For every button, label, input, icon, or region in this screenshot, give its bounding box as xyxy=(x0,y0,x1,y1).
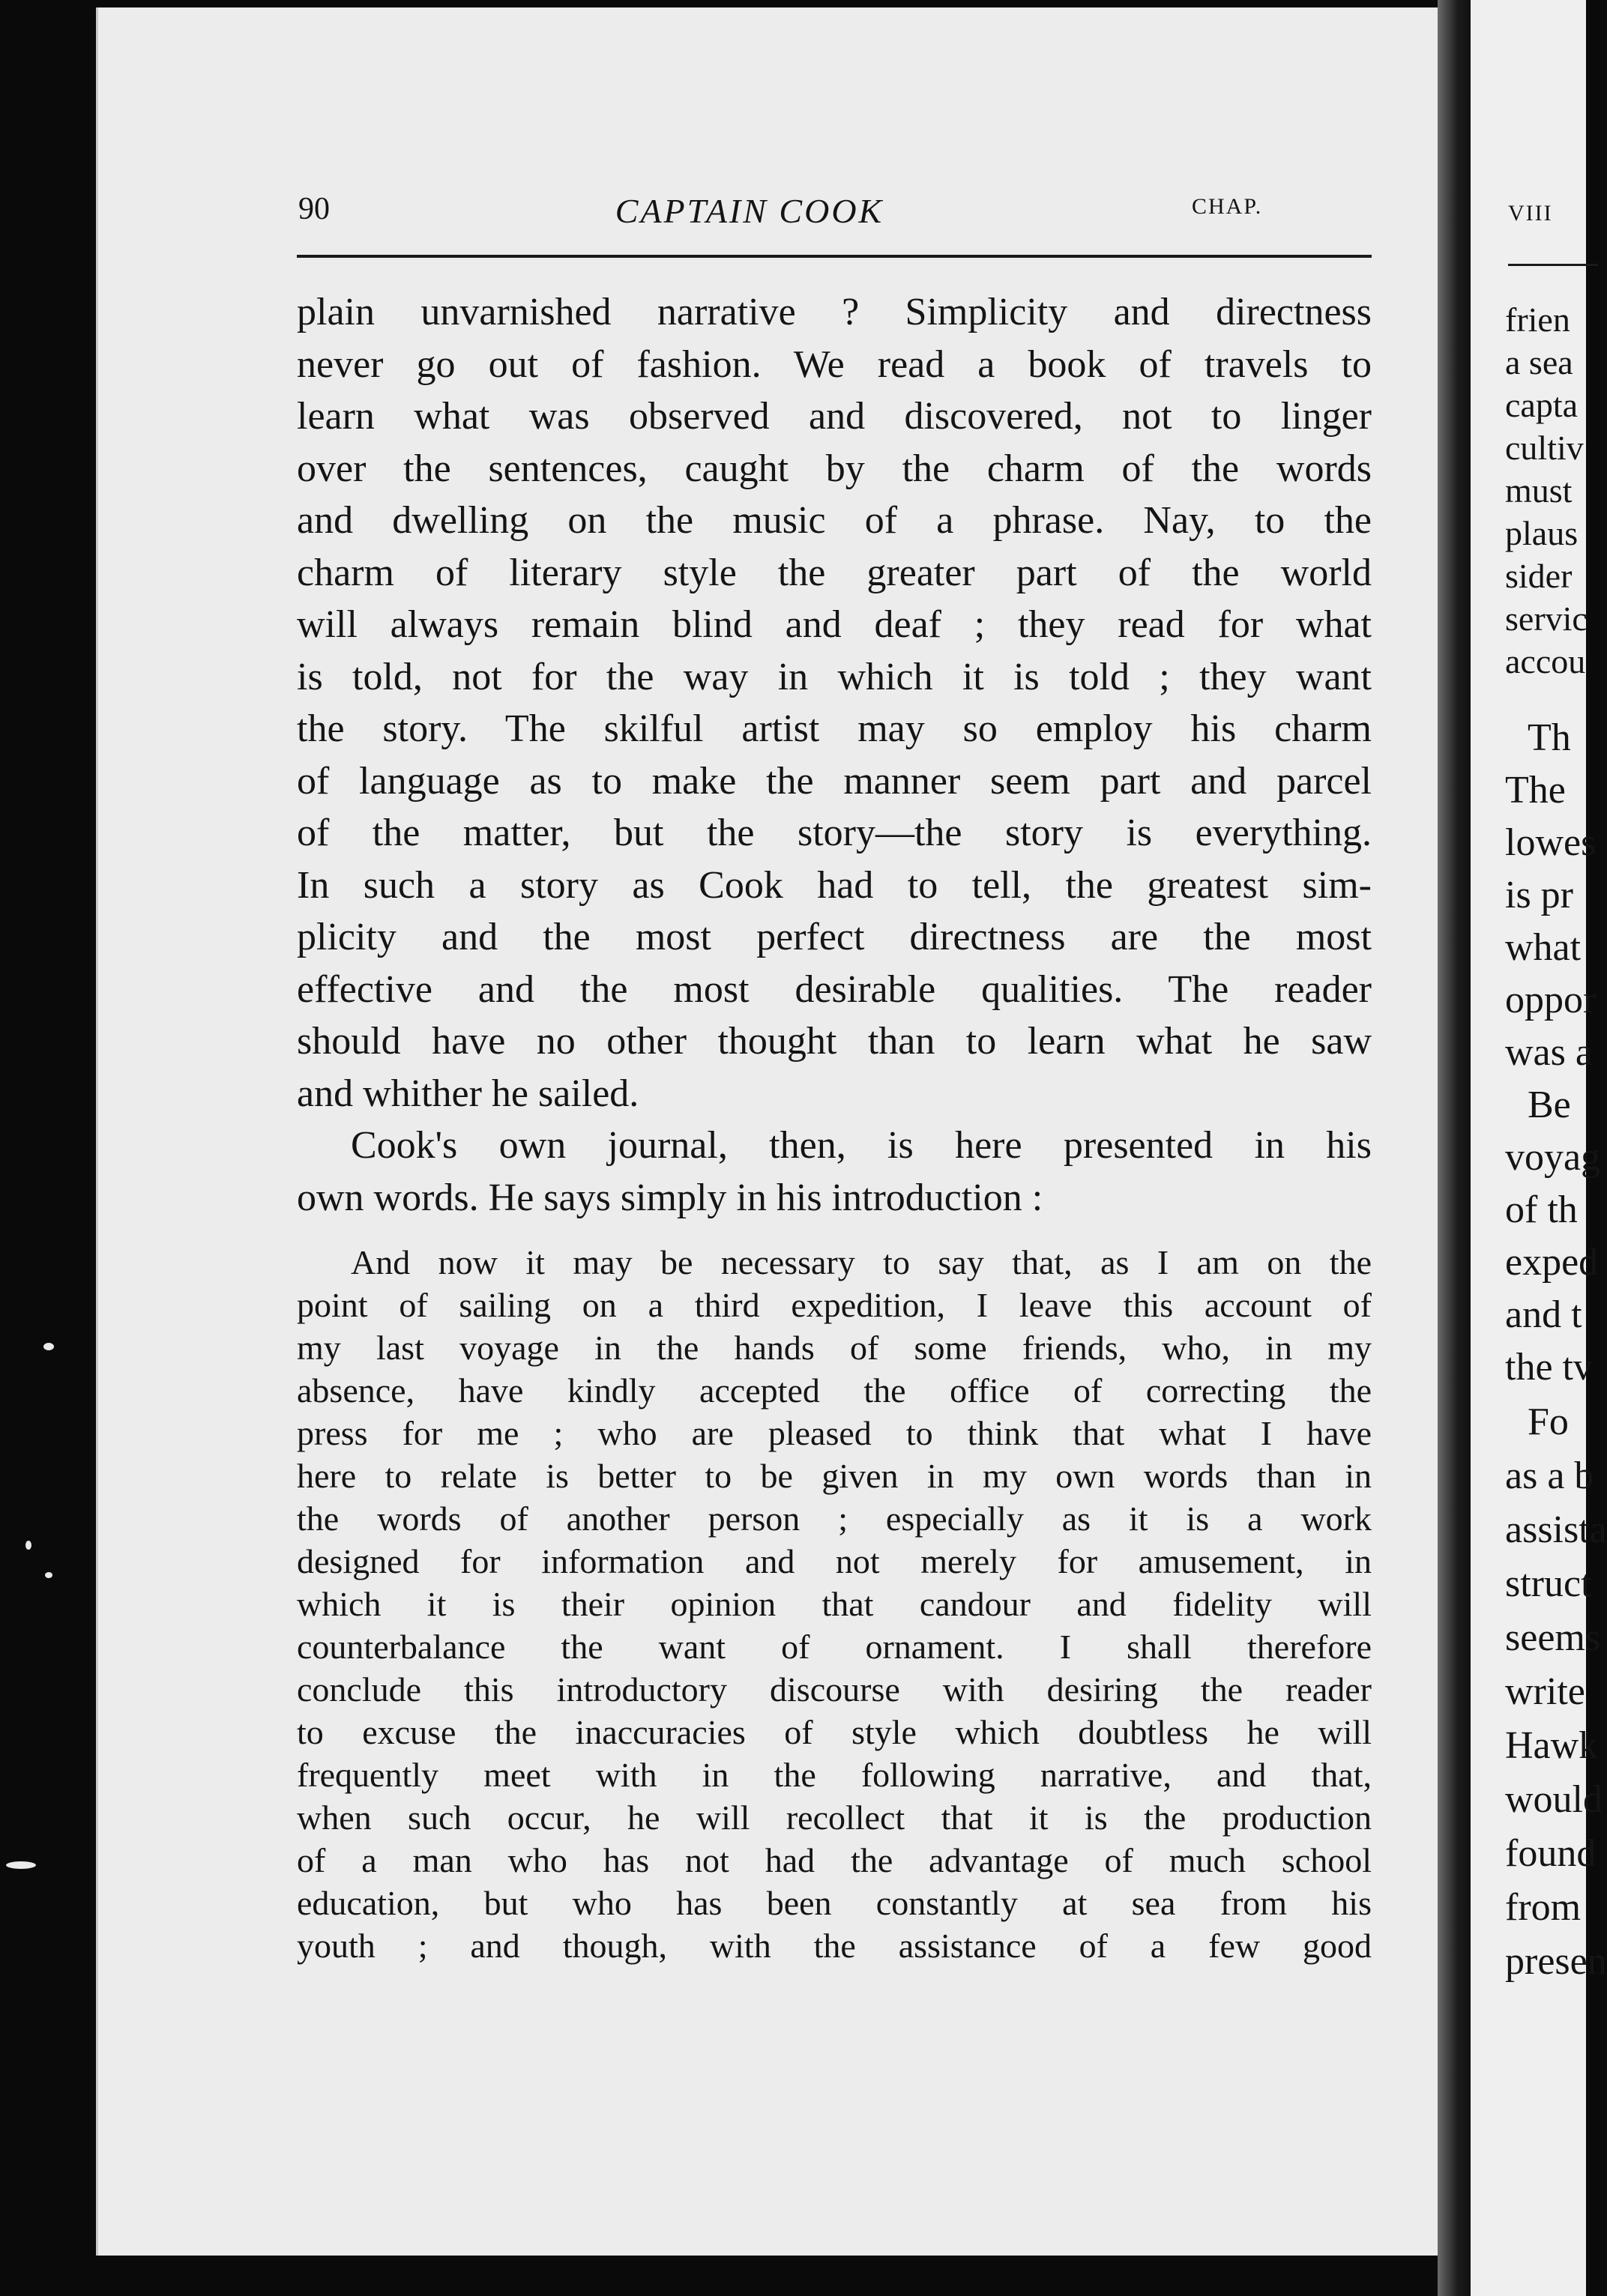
text-line: In such a story as Cook had to tell, the greatest sim- xyxy=(297,863,1372,907)
text-line: and dwelling on the music of a phrase. Nay, to the xyxy=(297,499,1372,542)
facing-text-fragment: Th xyxy=(1528,716,1571,759)
quote-line: education, but who has been constantly at sea from his xyxy=(297,1884,1372,1922)
facing-text-fragment: lowes xyxy=(1505,821,1597,864)
facing-text-fragment: sider xyxy=(1505,557,1573,595)
facing-text-fragment: found xyxy=(1505,1832,1597,1875)
body-text xyxy=(297,286,1372,1224)
facing-text-fragment: Be xyxy=(1528,1084,1571,1126)
text-line: own words. He says simply in his introduction : xyxy=(297,1176,1043,1219)
facing-text-fragment: capta xyxy=(1505,386,1579,424)
page-header xyxy=(0,191,1586,236)
speck xyxy=(6,1861,36,1869)
facing-page xyxy=(1471,0,1607,2296)
text-line: Cook's own journal, then, is here presented in his xyxy=(351,1124,1372,1167)
text-line: plicity and the most perfect directness are the most xyxy=(297,916,1372,958)
facing-text-fragment: cultiv xyxy=(1505,429,1584,467)
facing-text-fragment: presen xyxy=(1505,1940,1607,1983)
facing-text-fragment: assista xyxy=(1505,1508,1607,1551)
quote-line: designed for information and not merely for amusement, in xyxy=(297,1542,1372,1580)
quote-line: the words of another person ; especially as it is a work xyxy=(297,1499,1372,1538)
facing-text-fragment: from xyxy=(1505,1886,1582,1929)
block-quote xyxy=(297,1241,1372,1967)
facing-page-header: VIII xyxy=(1508,201,1553,226)
facing-text-fragment: write xyxy=(1505,1670,1585,1713)
text-line: learn what was observed and discovered, not to linger xyxy=(297,395,1372,438)
text-line: and whither he sailed. xyxy=(297,1072,639,1115)
facing-text-fragment: frien xyxy=(1505,300,1570,339)
facing-text-fragment: struct xyxy=(1505,1562,1592,1605)
quote-line: of a man who has not had the advantage of much school xyxy=(297,1841,1372,1879)
text-line: plain unvarnished narrative ? Simplicity and directness xyxy=(297,291,1372,333)
facing-text-fragment: would xyxy=(1505,1778,1603,1821)
quote-line: which it is their opinion that candour and fidelity will xyxy=(297,1585,1372,1623)
facing-text-fragment: seems xyxy=(1505,1616,1601,1659)
facing-page-rule xyxy=(1508,264,1598,266)
text-line: never go out of fashion. We read a book of travels to xyxy=(297,342,1372,386)
facing-text-fragment: accou xyxy=(1505,642,1586,680)
facing-text-fragment: must xyxy=(1505,471,1573,510)
text-line: is told, not for the way in which it is told ; they want xyxy=(297,655,1372,698)
quote-line: when such occur, he will recollect that it is the production xyxy=(297,1798,1372,1837)
facing-text-fragment: is pr xyxy=(1505,874,1573,916)
speck xyxy=(43,1343,54,1350)
quote-line: absence, have kindly accepted the office of correcting the xyxy=(297,1371,1372,1410)
facing-text-fragment: was a xyxy=(1505,1031,1593,1074)
text-line: of language as to make the manner seem part and parcel xyxy=(297,759,1372,803)
quote-line: to excuse the inaccuracies of style which doubtless he will xyxy=(297,1713,1372,1751)
header-rule xyxy=(297,255,1372,258)
quote-line: frequently meet with in the following narrative, and that, xyxy=(297,1756,1372,1794)
facing-text-fragment: exped xyxy=(1505,1241,1599,1284)
facing-text-fragment: the tv xyxy=(1505,1346,1593,1389)
running-title: CAPTAIN COOK xyxy=(615,192,884,230)
text-line: will always remain blind and deaf ; they read for what xyxy=(297,603,1372,646)
facing-text-fragment: voyag xyxy=(1505,1136,1601,1179)
quote-line: here to relate is better to be given in my own words than in xyxy=(297,1457,1372,1495)
facing-text-fragment: of th xyxy=(1505,1188,1578,1231)
facing-text-fragment: oppor xyxy=(1505,979,1597,1021)
facing-text-fragment: a sea xyxy=(1505,343,1573,381)
text-line: of the matter, but the story—the story is everything. xyxy=(297,812,1372,854)
facing-text-fragment: The xyxy=(1505,769,1566,812)
quote-line: counterbalance the want of ornament. I shall therefore xyxy=(297,1628,1372,1666)
facing-text-fragment: and t xyxy=(1505,1293,1582,1336)
speck xyxy=(45,1572,52,1578)
text-line: the story. The skilful artist may so employ his charm xyxy=(297,707,1372,750)
text-line: over the sentences, caught by the charm of the words xyxy=(297,447,1372,490)
facing-text-fragment: Fo xyxy=(1528,1401,1569,1443)
facing-text-fragment: as a b xyxy=(1505,1454,1594,1497)
quote-line: conclude this introductory discourse with desiring the reader xyxy=(297,1670,1372,1709)
text-line: charm of literary style the greater part of the world xyxy=(297,551,1372,594)
quote-line: press for me ; who are pleased to think that what I have xyxy=(297,1414,1372,1452)
facing-text-fragment: Hawk xyxy=(1505,1724,1599,1767)
chapter-label: CHAP. xyxy=(1192,194,1263,219)
facing-text-fragment: servic xyxy=(1505,599,1588,638)
page-number: 90 xyxy=(298,192,330,226)
speck xyxy=(25,1541,31,1550)
text-line: should have no other thought than to learn what he saw xyxy=(297,1020,1372,1063)
quote-line: youth ; and though, with the assistance of a few good xyxy=(297,1927,1372,1965)
quote-line: point of sailing on a third expedition, I leave this account of xyxy=(297,1286,1372,1324)
quote-line: And now it may be necessary to say that, as I am on the xyxy=(351,1243,1372,1281)
facing-text-fragment: what xyxy=(1505,926,1582,969)
facing-text-fragment: plaus xyxy=(1505,514,1579,552)
text-line: effective and the most desirable qualities. The reader xyxy=(297,967,1372,1011)
book-gutter xyxy=(1438,0,1471,2296)
quote-line: my last voyage in the hands of some friends, who, in my xyxy=(297,1329,1372,1367)
